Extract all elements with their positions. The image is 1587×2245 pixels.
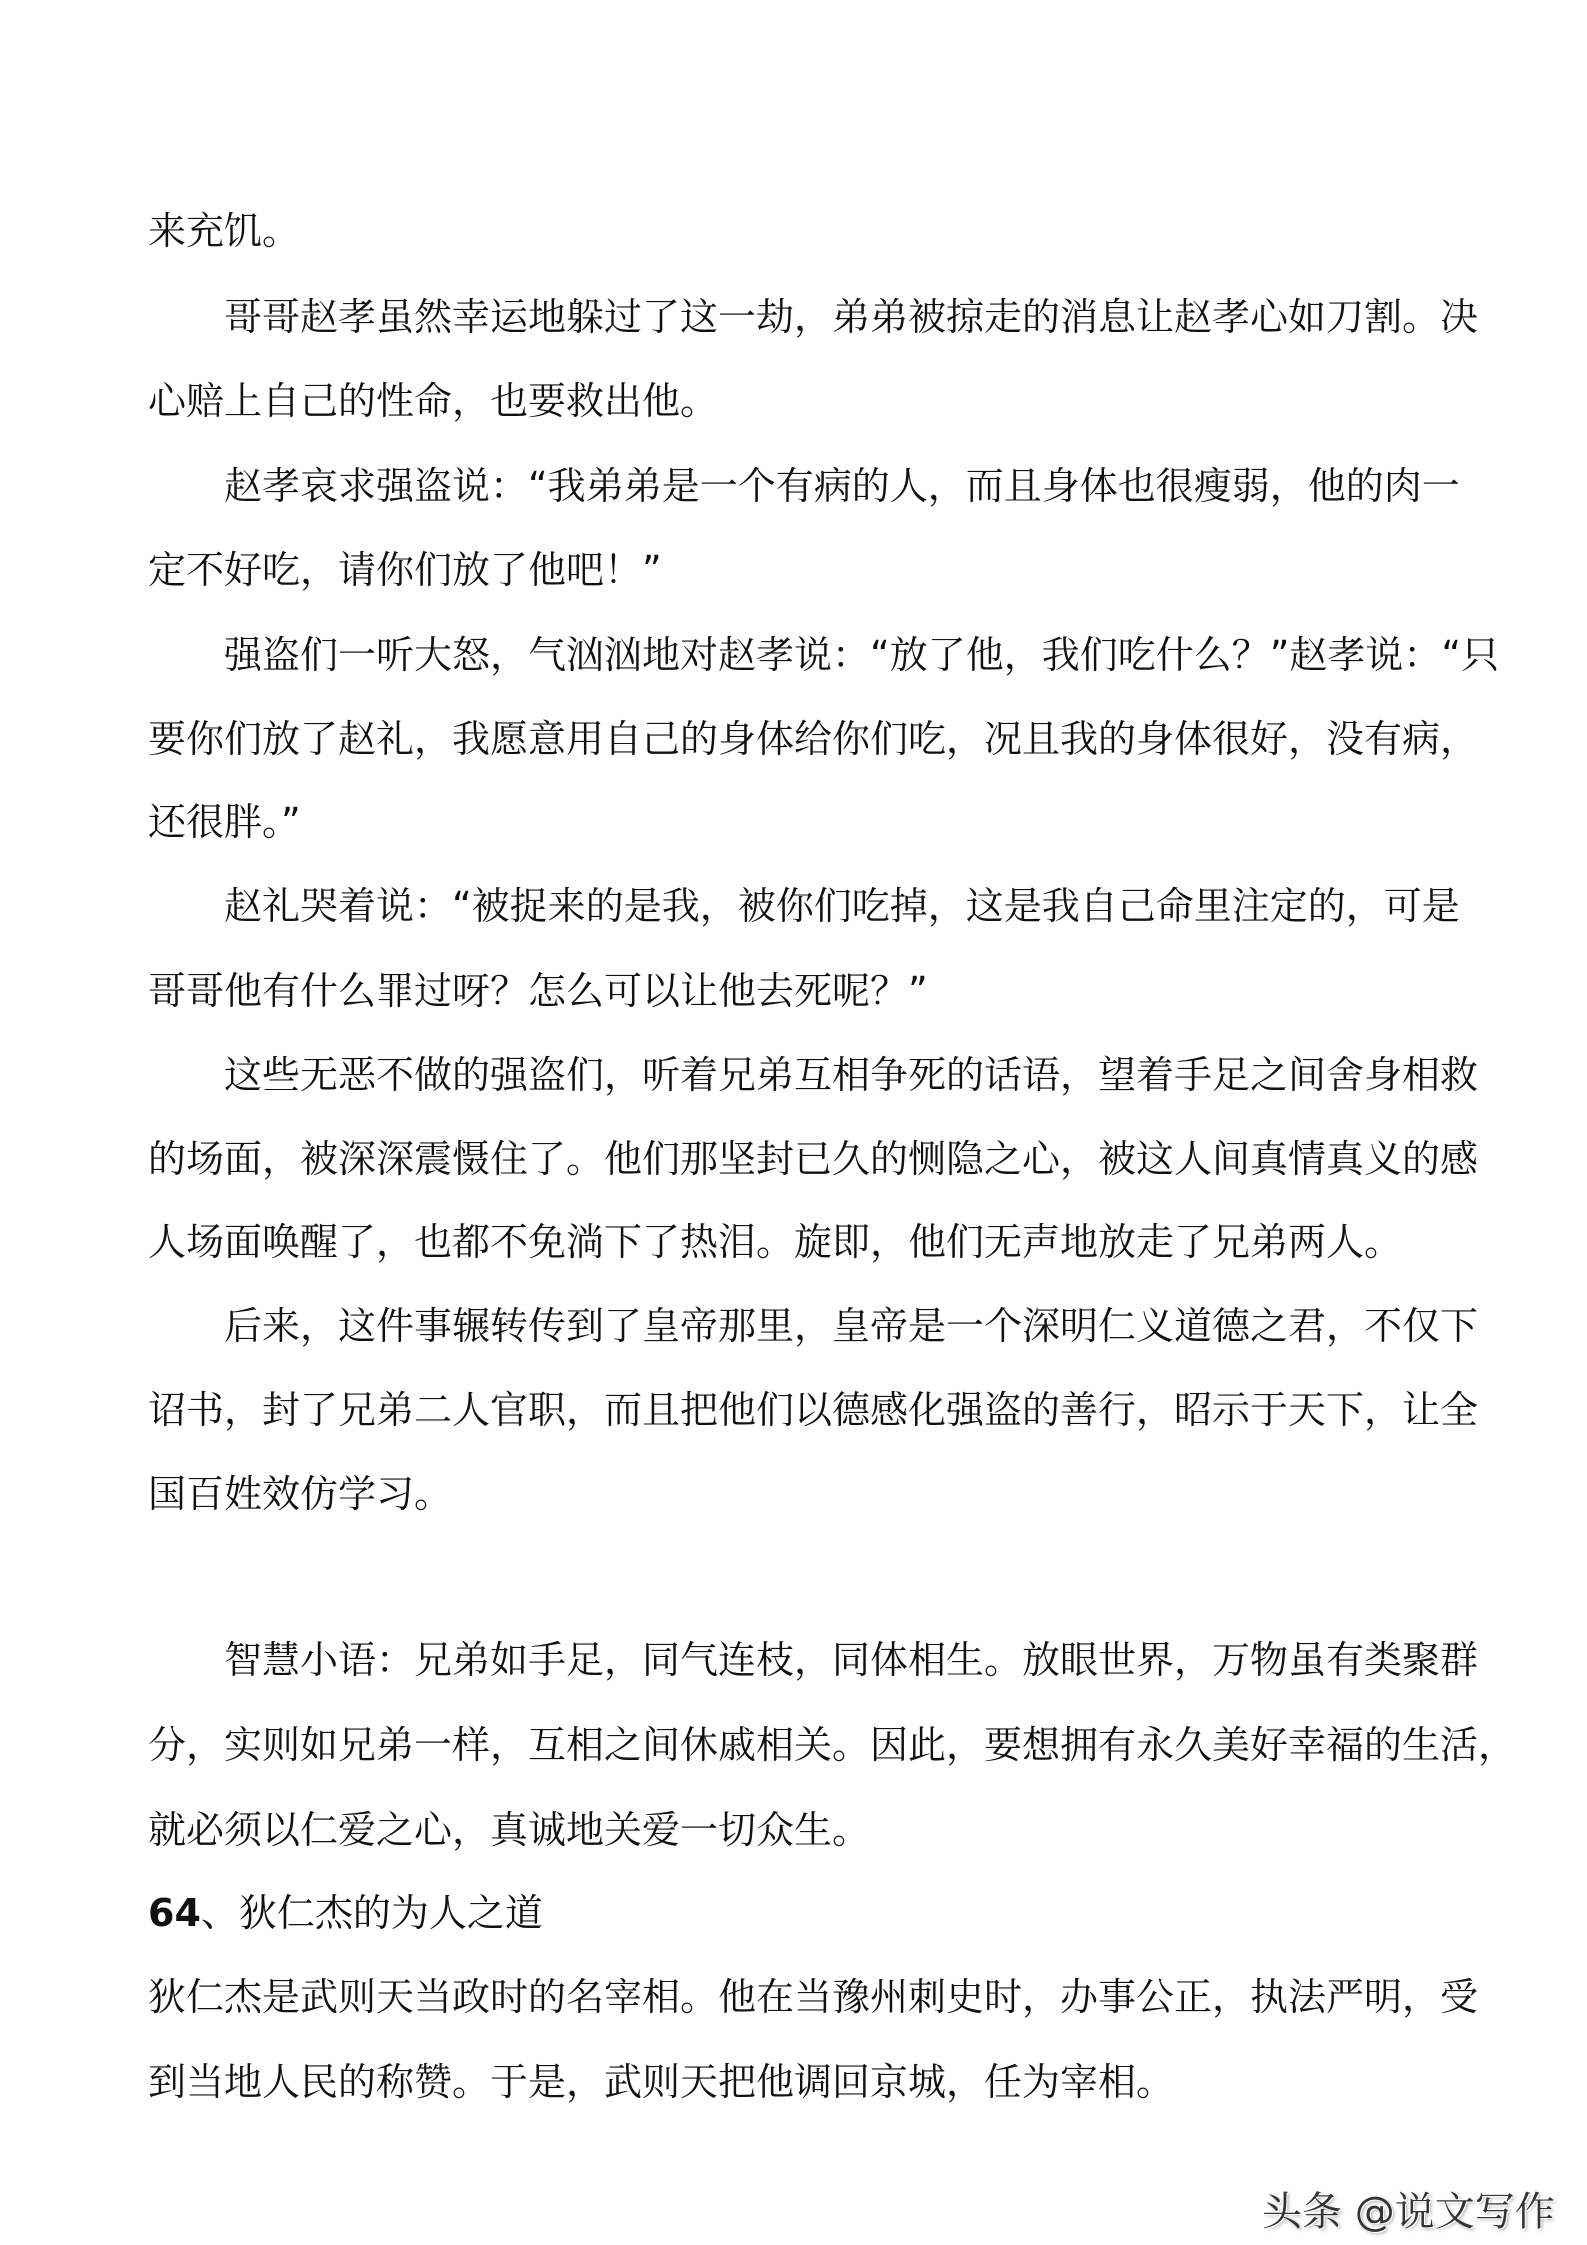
section-heading [148,1888,1455,1938]
text-line: 这些无恶不做的强盗们，听着兄弟互相争死的话语，望着手足之间舍身相救 [224,1053,1479,1097]
text-line: 智慧小语：兄弟如手足，同气连枝，同体相生。放眼世界，万物虽有类聚群 [224,1638,1479,1682]
text-line: 到当地人民的称赞。于是，武则天把他调回京城，任为宰相。 [148,2060,1175,2104]
text-line: 要你们放了赵礼，我愿意用自己的身体给你们吃，况且我的身体很好，没有病， [148,717,1479,761]
text-line: 赵孝哀求强盗说：“我弟弟是一个有病的人，而且身体也很瘦弱，他的肉一 [224,464,1460,508]
text-line: 的场面，被深深震慑住了。他们那坚封已久的恻隐之心，被这人间真情真义的感 [148,1137,1479,1181]
text-line: 诏书，封了兄弟二人官职，而且把他们以德感化强盗的善行，昭示于天下，让全 [148,1388,1479,1432]
text-line: 心赔上自己的性命，也要救出他。 [148,379,719,423]
text-line: 赵礼哭着说：“被捉来的是我，被你们吃掉，这是我自己命里注定的，可是 [224,884,1460,928]
text-line: 哥哥赵孝虽然幸运地躲过了这一劫，弟弟被掠走的消息让赵孝心如刀割。决 [224,295,1479,339]
section-title: 、狄仁杰的为人之道 [200,1891,543,1935]
text-line: 强盗们一听大怒，气汹汹地对赵孝说：“放了他，我们吃什么？”赵孝说：“只 [224,633,1500,677]
text-line: 人场面唤醒了，也都不免淌下了热泪。旋即，他们无声地放走了兄弟两人。 [148,1220,1403,1264]
text-line: 哥哥他有什么罪过呀？怎么可以让他去死呢？” [148,969,928,1013]
text-line: 国百姓效仿学习。 [148,1472,453,1516]
text-line: 定不好吃，请你们放了他吧！” [148,548,662,592]
section-number: 64 [148,1891,201,1935]
text-line: 来充饥。 [148,209,301,253]
text-line: 后来，这件事辗转传到了皇帝那里，皇帝是一个深明仁义道德之君，不仅下 [224,1304,1479,1348]
watermark: 头条 @说文写作 [1262,2189,1555,2235]
text-line: 还很胖。” [148,800,301,844]
text-line: 就必须以仁爱之心，真诚地关爱一切众生。 [148,1808,871,1852]
text-line: 狄仁杰是武则天当政时的名宰相。他在当豫州刺史时，办事公正，执法严明，受 [148,1975,1479,2019]
text-line: 分，实则如兄弟一样，互相之间休戚相关。因此，要想拥有永久美好幸福的生活， [148,1723,1517,1767]
